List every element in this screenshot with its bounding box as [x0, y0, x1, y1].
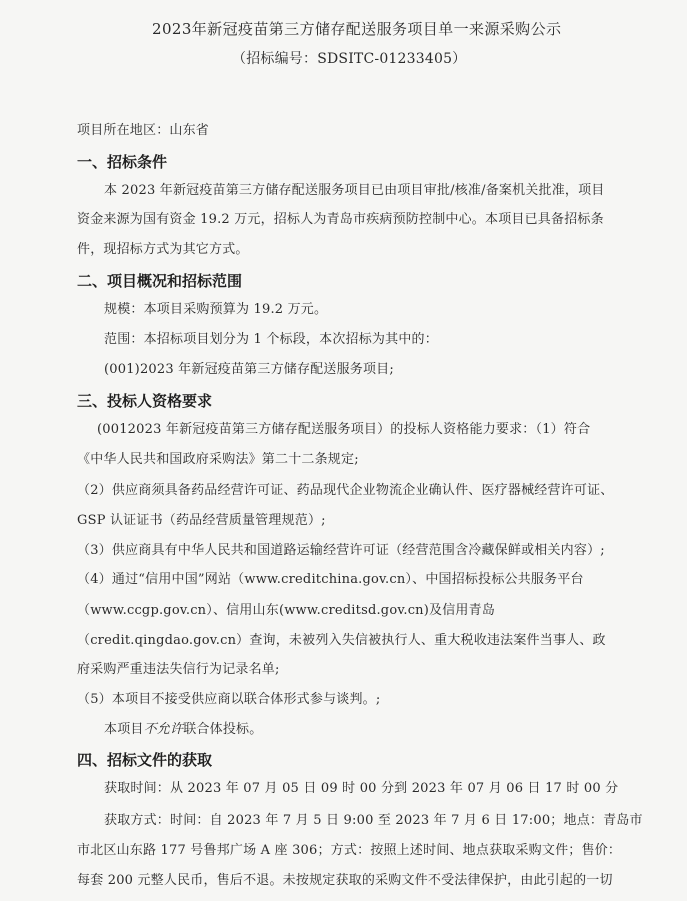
paragraph-line: 规模：本项目采购预算为 19.2 万元。	[104, 302, 328, 317]
consortium-prefix: 本项目	[104, 722, 144, 737]
paragraph-line: 获取时间：从 2023 年 07 月 05 日 09 时 00 分到 2023 年 07 月 06 日 17 时 00 分	[104, 781, 619, 796]
paragraph-line: （2）供应商须具备药品经营许可证、药品现代企业物流企业确认件、医疗器械经营许可证、	[77, 483, 614, 498]
paragraph-line: （credit.qingdao.gov.cn）查询，未被列入失信被执行人、重大税收违法案件当事人、政	[77, 633, 606, 648]
paragraph-line: 每套 200 元整人民币，售后不退。未按规定获取的采购文件不受法律保护，由此引起的一切	[77, 873, 613, 888]
section-4-heading: 四、招标文件的获取	[77, 751, 213, 769]
paragraph-line: 府采购严重违法失信行为记录名单;	[77, 662, 280, 677]
section-2-heading: 二、项目概况和招标范围	[77, 272, 243, 290]
paragraph-line: 获取方式：时间：自 2023 年 7 月 5 日 9:00 至 2023 年 7 月 6 日 17:00；地点：青岛市	[104, 813, 643, 828]
paragraph-line: (0012023 年新冠疫苗第三方储存配送服务项目）的投标人资格能力要求：（1）符合	[97, 422, 591, 437]
paragraph-line: GSP 认证证书（药品经营质量管理规范）;	[77, 513, 326, 528]
paragraph-line: （www.ccgp.gov.cn）、信用山东(www.creditsd.gov.cn)及信用青岛	[77, 603, 496, 618]
section-1-heading: 一、招标条件	[77, 153, 168, 171]
paragraph-line: 市北区山东路 177 号鲁邦广场 A 座 306；方式：按照上述时间、地点获取采购文件；售价：	[77, 843, 622, 858]
section-3-heading: 三、投标人资格要求	[77, 392, 213, 410]
project-region: 项目所在地区：山东省	[77, 123, 210, 138]
paragraph-line: 本 2023 年新冠疫苗第三方储存配送服务项目已由项目审批/核准/备案机关批准，项目	[104, 183, 605, 198]
paragraph-line: （4）通过“信用中国”网站（www.creditchina.gov.cn）、中国招标投标公共服务平台	[77, 572, 584, 587]
paragraph-line: （5）本项目不接受供应商以联合体形式参与谈判。;	[77, 692, 381, 707]
paragraph-line: 《中华人民共和国政府采购法》第二十二条规定;	[77, 452, 359, 467]
consortium-line	[104, 721, 262, 739]
consortium-suffix: 联合体投标。	[183, 722, 263, 737]
consortium-emphasis: 不允许	[143, 722, 184, 737]
paragraph-line: 范围：本招标项目划分为 1 个标段，本次招标为其中的：	[104, 332, 438, 347]
paragraph-line: 资金来源为国有资金 19.2 万元，招标人为青岛市疾病预防控制中心。本项目已具备招标条	[77, 212, 604, 227]
paragraph-line: 件，现招标方式为其它方式。	[77, 242, 249, 257]
paragraph-line: （3）供应商具有中华人民共和国道路运输经营许可证（经营范围含冷藏保鲜或相关内容）;	[77, 543, 605, 558]
document-title: 2023年新冠疫苗第三方储存配送服务项目单一来源采购公示	[152, 20, 562, 38]
tender-number: （招标编号：SDSITC-01233405）	[232, 51, 467, 67]
paragraph-line: (001)2023 年新冠疫苗第三方储存配送服务项目;	[104, 362, 394, 377]
